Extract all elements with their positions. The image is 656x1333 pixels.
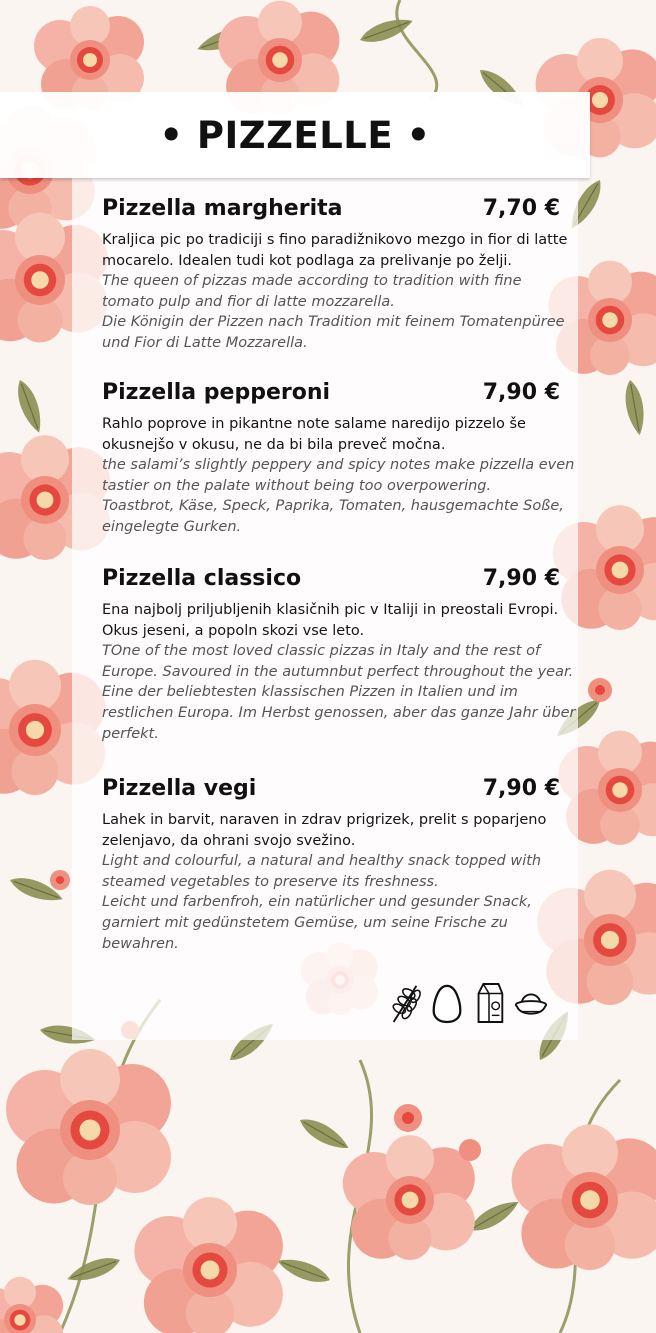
milk-carton-icon	[470, 980, 508, 1026]
item-name: Pizzella pepperoni	[102, 380, 331, 405]
item-description-en: TOne of the most loved classic pizzas in Italy and the rest of Europe. Savoured in the autumnbut perfect throughout the year.	[102, 643, 574, 680]
menu-item-pepperoni	[102, 380, 578, 538]
item-price: 7,70 €	[482, 196, 560, 221]
page-title: • PIZZELLE •	[159, 113, 431, 157]
item-description-de: Die Königin der Pizzen nach Tradition mit feinem Tomatenpüree und Fior di Latte Mozzarella.	[102, 314, 565, 351]
item-description-de: Toastbrot, Käse, Speck, Paprika, Tomaten, hausgemachte Soße, eingelegte Gurken.	[102, 498, 564, 535]
sauce-bowl-icon	[512, 980, 550, 1026]
item-description-en: Light and colourful, a natural and healthy snack topped with steamed vegetables to preserve its freshness.	[102, 853, 542, 890]
item-description-en: The queen of pizzas made according to tradition with fine tomato pulp and fior di latte mozzarella.	[102, 273, 522, 310]
wheat-icon	[386, 980, 424, 1026]
item-name: Pizzella margherita	[102, 196, 343, 221]
item-name: Pizzella classico	[102, 566, 302, 591]
allergen-icons	[386, 978, 552, 1028]
item-description-en: the salami’s slightly peppery and spicy notes make pizzella even tastier on the palate without being too overpowering.	[102, 457, 575, 494]
item-price: 7,90 €	[482, 776, 560, 801]
header-banner	[0, 92, 590, 178]
menu-item-classico	[102, 566, 578, 744]
item-price: 7,90 €	[482, 380, 560, 405]
item-description-sl: Kraljica pic po tradiciji s fino paradižnikovo mezgo in fior di latte mocarelo. Idealen tudi kot podlaga za prelivanje po želji.	[102, 232, 568, 269]
menu-item-margherita	[102, 196, 578, 354]
item-description-sl: Ena najbolj priljubljenih klasičnih pic v Italiji in preostali Evropi. Okus jeseni, a popoln skozi vse leto.	[102, 602, 559, 639]
item-description-sl: Lahek in barvit, naraven in zdrav prigrizek, prelit s poparjeno zelenjavo, da ohrani svojo svežino.	[102, 812, 547, 849]
item-name: Pizzella vegi	[102, 776, 257, 801]
item-price: 7,90 €	[482, 566, 560, 591]
item-description-de: Leicht und farbenfroh, ein natürlicher und gesunder Snack, garniert mit gedünstetem Gemüse, um seine Frische zu bewahren.	[102, 894, 532, 952]
item-description-sl: Rahlo poprove in pikantne note salame naredijo pizzelo še okusnejšo v okusu, ne da bi bila preveč močna.	[102, 416, 526, 453]
menu-item-vegi	[102, 776, 578, 954]
item-description-de: Eine der beliebtesten klassischen Pizzen in Italien und im restlichen Europa. Im Herbst genossen, aber das ganze Jahr über perfekt.	[102, 684, 576, 742]
egg-icon	[428, 980, 466, 1026]
